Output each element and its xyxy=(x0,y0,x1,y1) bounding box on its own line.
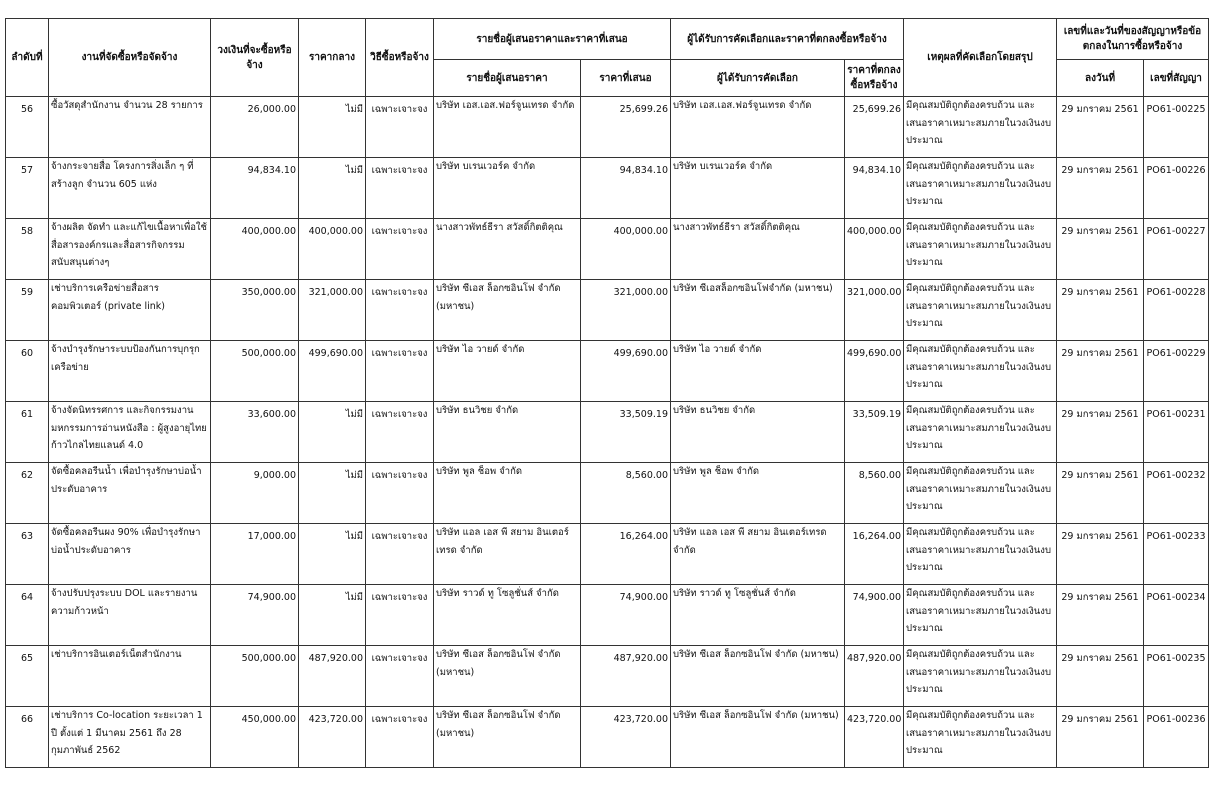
cell-bid-price: 25,699.26 xyxy=(581,97,671,158)
cell-contract-no: PO61-00235 xyxy=(1144,646,1209,707)
cell-method: เฉพาะเจาะจง xyxy=(366,707,434,768)
cell-median: ไม่มี xyxy=(299,585,366,646)
cell-bidder: บริษัท ธนวิชย จำกัด xyxy=(434,402,581,463)
cell-selected: บริษัท แอล เอส พี สยาม อินเตอร์เทรด จำกัด xyxy=(671,524,845,585)
cell-contract-no: PO61-00229 xyxy=(1144,341,1209,402)
header-contract-group: เลขที่และวันที่ของสัญญาหรือข้อตกลงในการซื้อหรือจ้าง xyxy=(1057,19,1209,60)
cell-median: ไม่มี xyxy=(299,402,366,463)
table-row xyxy=(6,341,1209,402)
cell-agreed-price: 321,000.00 xyxy=(845,280,904,341)
cell-budget: 350,000.00 xyxy=(211,280,299,341)
table-row xyxy=(6,707,1209,768)
cell-selected: บริษัท พูล ช็อพ จำกัด xyxy=(671,463,845,524)
cell-contract-no: PO61-00234 xyxy=(1144,585,1209,646)
cell-agreed-price: 94,834.10 xyxy=(845,158,904,219)
cell-bidder: นางสาวพัทธ์ธีรา สวัสดิ์กิตติคุณ xyxy=(434,219,581,280)
cell-bid-price: 400,000.00 xyxy=(581,219,671,280)
cell-reason: มีคุณสมบัติถูกต้องครบถ้วน และเสนอราคาเหมาะสมภายในวงเงินงบประมาณ xyxy=(904,646,1057,707)
cell-no: 59 xyxy=(6,280,49,341)
cell-agreed-price: 487,920.00 xyxy=(845,646,904,707)
table-row xyxy=(6,219,1209,280)
cell-date: 29 มกราคม 2561 xyxy=(1057,158,1144,219)
cell-agreed-price: 33,509.19 xyxy=(845,402,904,463)
cell-bidder: บริษัท ซีเอส ล็อกซอินโฟ จำกัด (มหาชน) xyxy=(434,707,581,768)
cell-reason: มีคุณสมบัติถูกต้องครบถ้วน และเสนอราคาเหมาะสมภายในวงเงินงบประมาณ xyxy=(904,463,1057,524)
cell-reason: มีคุณสมบัติถูกต้องครบถ้วน และเสนอราคาเหมาะสมภายในวงเงินงบประมาณ xyxy=(904,585,1057,646)
cell-date: 29 มกราคม 2561 xyxy=(1057,707,1144,768)
header-agreed-price: ราคาที่ตกลงซื้อหรือจ้าง xyxy=(845,60,904,97)
cell-contract-no: PO61-00227 xyxy=(1144,219,1209,280)
cell-work: จ้างปรับปรุงระบบ DOL และรายงานความก้าวหน้า xyxy=(49,585,211,646)
cell-bidder: บริษัท พูล ช็อพ จำกัด xyxy=(434,463,581,524)
cell-work: ซื้อวัสดุสำนักงาน จำนวน 28 รายการ xyxy=(49,97,211,158)
cell-contract-no: PO61-00231 xyxy=(1144,402,1209,463)
cell-median: 487,920.00 xyxy=(299,646,366,707)
procurement-table xyxy=(5,18,1209,768)
cell-method: เฉพาะเจาะจง xyxy=(366,524,434,585)
cell-median: ไม่มี xyxy=(299,524,366,585)
cell-method: เฉพาะเจาะจง xyxy=(366,463,434,524)
cell-bidder: บริษัท ซีเอส ล็อกซอินโฟ จำกัด (มหาชน) xyxy=(434,280,581,341)
cell-agreed-price: 400,000.00 xyxy=(845,219,904,280)
cell-median: ไม่มี xyxy=(299,97,366,158)
table-row xyxy=(6,646,1209,707)
cell-selected: บริษัท ซีเอส ล็อกซอินโฟ จำกัด (มหาชน) xyxy=(671,707,845,768)
cell-method: เฉพาะเจาะจง xyxy=(366,280,434,341)
cell-budget: 26,000.00 xyxy=(211,97,299,158)
cell-selected: บริษัท ราวด์ ทู โซลูชั่นส์ จำกัด xyxy=(671,585,845,646)
cell-method: เฉพาะเจาะจง xyxy=(366,402,434,463)
header-work: งานที่จัดซื้อหรือจัดจ้าง xyxy=(49,19,211,97)
cell-budget: 33,600.00 xyxy=(211,402,299,463)
cell-work: จ้างกระจายสื่อ โครงการสิ่งเล็ก ๆ ที่สร้างลูก จำนวน 605 แห่ง xyxy=(49,158,211,219)
cell-median: 321,000.00 xyxy=(299,280,366,341)
cell-bid-price: 16,264.00 xyxy=(581,524,671,585)
cell-selected: บริษัท ซีเอสล็อกซอินโฟจำกัด (มหาชน) xyxy=(671,280,845,341)
cell-bid-price: 499,690.00 xyxy=(581,341,671,402)
cell-bidder: บริษัท เอส.เอส.ฟอร์จูนเทรด จำกัด xyxy=(434,97,581,158)
cell-bid-price: 423,720.00 xyxy=(581,707,671,768)
cell-no: 57 xyxy=(6,158,49,219)
cell-median: 499,690.00 xyxy=(299,341,366,402)
cell-no: 65 xyxy=(6,646,49,707)
table-row xyxy=(6,97,1209,158)
cell-bidder: บริษัท ซีเอส ล็อกซอินโฟ จำกัด (มหาชน) xyxy=(434,646,581,707)
cell-bid-price: 33,509.19 xyxy=(581,402,671,463)
cell-agreed-price: 423,720.00 xyxy=(845,707,904,768)
table-body xyxy=(6,97,1209,768)
cell-work: จ้างผลิต จัดทำ และแก้ไขเนื้อหาเพื่อใช้สื่อสารองค์กรและสื่อสารกิจกรรมสนับสนุนต่างๆ xyxy=(49,219,211,280)
cell-agreed-price: 16,264.00 xyxy=(845,524,904,585)
header-selected-group: ผู้ได้รับการคัดเลือกและราคาที่ตกลงซื้อหรือจ้าง xyxy=(671,19,904,60)
cell-selected: บริษัท เอส.เอส.ฟอร์จูนเทรด จำกัด xyxy=(671,97,845,158)
header-no: ลำดับที่ xyxy=(6,19,49,97)
cell-date: 29 มกราคม 2561 xyxy=(1057,341,1144,402)
cell-method: เฉพาะเจาะจง xyxy=(366,341,434,402)
header-bidder-name: รายชื่อผู้เสนอราคา xyxy=(434,60,581,97)
cell-budget: 400,000.00 xyxy=(211,219,299,280)
cell-date: 29 มกราคม 2561 xyxy=(1057,524,1144,585)
procurement-report xyxy=(5,18,1209,768)
header-budget: วงเงินที่จะซื้อหรือจ้าง xyxy=(211,19,299,97)
cell-contract-no: PO61-00233 xyxy=(1144,524,1209,585)
cell-bid-price: 487,920.00 xyxy=(581,646,671,707)
cell-contract-no: PO61-00236 xyxy=(1144,707,1209,768)
cell-method: เฉพาะเจาะจง xyxy=(366,219,434,280)
cell-work: จ้างบำรุงรักษาระบบป้องกันการบุกรุกเครือข่าย xyxy=(49,341,211,402)
cell-contract-no: PO61-00232 xyxy=(1144,463,1209,524)
cell-work: เช่าบริการอินเตอร์เน็ตสำนักงาน xyxy=(49,646,211,707)
cell-contract-no: PO61-00225 xyxy=(1144,97,1209,158)
header-method: วิธีซื้อหรือจ้าง xyxy=(366,19,434,97)
cell-median: 400,000.00 xyxy=(299,219,366,280)
cell-agreed-price: 25,699.26 xyxy=(845,97,904,158)
table-row xyxy=(6,585,1209,646)
cell-no: 58 xyxy=(6,219,49,280)
table-header xyxy=(6,19,1209,97)
cell-bid-price: 8,560.00 xyxy=(581,463,671,524)
cell-agreed-price: 8,560.00 xyxy=(845,463,904,524)
cell-no: 60 xyxy=(6,341,49,402)
cell-no: 63 xyxy=(6,524,49,585)
cell-reason: มีคุณสมบัติถูกต้องครบถ้วน และเสนอราคาเหมาะสมภายในวงเงินงบประมาณ xyxy=(904,707,1057,768)
cell-reason: มีคุณสมบัติถูกต้องครบถ้วน และเสนอราคาเหมาะสมภายในวงเงินงบประมาณ xyxy=(904,341,1057,402)
cell-reason: มีคุณสมบัติถูกต้องครบถ้วน และเสนอราคาเหมาะสมภายในวงเงินงบประมาณ xyxy=(904,524,1057,585)
cell-date: 29 มกราคม 2561 xyxy=(1057,585,1144,646)
cell-bidder: บริษัท ราวด์ ทู โซลูชั่นส์ จำกัด xyxy=(434,585,581,646)
table-row xyxy=(6,158,1209,219)
cell-reason: มีคุณสมบัติถูกต้องครบถ้วน และเสนอราคาเหมาะสมภายในวงเงินงบประมาณ xyxy=(904,219,1057,280)
cell-selected: บริษัท ธนวิชย จำกัด xyxy=(671,402,845,463)
cell-no: 61 xyxy=(6,402,49,463)
cell-method: เฉพาะเจาะจง xyxy=(366,646,434,707)
cell-bidder: บริษัท แอล เอส พี สยาม อินเตอร์เทรด จำกัด xyxy=(434,524,581,585)
cell-method: เฉพาะเจาะจง xyxy=(366,97,434,158)
header-reason: เหตุผลที่คัดเลือกโดยสรุป xyxy=(904,19,1057,97)
cell-median: ไม่มี xyxy=(299,463,366,524)
table-row xyxy=(6,280,1209,341)
cell-method: เฉพาะเจาะจง xyxy=(366,585,434,646)
cell-no: 64 xyxy=(6,585,49,646)
cell-reason: มีคุณสมบัติถูกต้องครบถ้วน และเสนอราคาเหมาะสมภายในวงเงินงบประมาณ xyxy=(904,402,1057,463)
cell-budget: 94,834.10 xyxy=(211,158,299,219)
table-row xyxy=(6,463,1209,524)
cell-median: ไม่มี xyxy=(299,158,366,219)
table-row xyxy=(6,524,1209,585)
cell-budget: 450,000.00 xyxy=(211,707,299,768)
cell-agreed-price: 74,900.00 xyxy=(845,585,904,646)
cell-bidder: บริษัท บเรนเวอร์ค จำกัด xyxy=(434,158,581,219)
cell-work: เช่าบริการเครือข่ายสื่อสารคอมพิวเตอร์ (private link) xyxy=(49,280,211,341)
header-median: ราคากลาง xyxy=(299,19,366,97)
cell-date: 29 มกราคม 2561 xyxy=(1057,280,1144,341)
cell-selected: บริษัท ซีเอส ล็อกซอินโฟ จำกัด (มหาชน) xyxy=(671,646,845,707)
cell-reason: มีคุณสมบัติถูกต้องครบถ้วน และเสนอราคาเหมาะสมภายในวงเงินงบประมาณ xyxy=(904,158,1057,219)
cell-selected: บริษัท ไอ วายด์ จำกัด xyxy=(671,341,845,402)
cell-agreed-price: 499,690.00 xyxy=(845,341,904,402)
header-date: ลงวันที่ xyxy=(1057,60,1144,97)
cell-budget: 500,000.00 xyxy=(211,646,299,707)
cell-contract-no: PO61-00226 xyxy=(1144,158,1209,219)
cell-work: จัดซื้อคลอรีนน้ำ เพื่อบำรุงรักษาบ่อน้ำประดับอาคาร xyxy=(49,463,211,524)
cell-work: จ้างจัดนิทรรศการ และกิจกรรมงานมหกรรมการอ่านหนังสือ : ผู้สูงอายุไทยก้าวไกลไทยแลนด์ 4.0 xyxy=(49,402,211,463)
cell-reason: มีคุณสมบัติถูกต้องครบถ้วน และเสนอราคาเหมาะสมภายในวงเงินงบประมาณ xyxy=(904,97,1057,158)
cell-date: 29 มกราคม 2561 xyxy=(1057,463,1144,524)
cell-selected: นางสาวพัทธ์ธีรา สวัสดิ์กิตติคุณ xyxy=(671,219,845,280)
header-selected-name: ผู้ได้รับการคัดเลือก xyxy=(671,60,845,97)
cell-contract-no: PO61-00228 xyxy=(1144,280,1209,341)
cell-no: 56 xyxy=(6,97,49,158)
header-contract-no: เลขที่สัญญา xyxy=(1144,60,1209,97)
cell-work: เช่าบริการ Co-location ระยะเวลา 1 ปี ตั้งแต่ 1 มีนาคม 2561 ถึง 28 กุมภาพันธ์ 2562 xyxy=(49,707,211,768)
cell-no: 66 xyxy=(6,707,49,768)
cell-date: 29 มกราคม 2561 xyxy=(1057,646,1144,707)
header-bidders-group: รายชื่อผู้เสนอราคาและราคาที่เสนอ xyxy=(434,19,671,60)
cell-reason: มีคุณสมบัติถูกต้องครบถ้วน และเสนอราคาเหมาะสมภายในวงเงินงบประมาณ xyxy=(904,280,1057,341)
cell-selected: บริษัท บเรนเวอร์ค จำกัด xyxy=(671,158,845,219)
cell-no: 62 xyxy=(6,463,49,524)
cell-work: จัดซื้อคลอรีนผง 90% เพื่อบำรุงรักษาบ่อน้ำประดับอาคาร xyxy=(49,524,211,585)
cell-budget: 500,000.00 xyxy=(211,341,299,402)
table-row xyxy=(6,402,1209,463)
cell-date: 29 มกราคม 2561 xyxy=(1057,219,1144,280)
cell-bid-price: 321,000.00 xyxy=(581,280,671,341)
header-bid-price: ราคาที่เสนอ xyxy=(581,60,671,97)
cell-date: 29 มกราคม 2561 xyxy=(1057,97,1144,158)
cell-bidder: บริษัท ไอ วายด์ จำกัด xyxy=(434,341,581,402)
cell-bid-price: 94,834.10 xyxy=(581,158,671,219)
cell-median: 423,720.00 xyxy=(299,707,366,768)
cell-budget: 9,000.00 xyxy=(211,463,299,524)
cell-date: 29 มกราคม 2561 xyxy=(1057,402,1144,463)
cell-method: เฉพาะเจาะจง xyxy=(366,158,434,219)
cell-bid-price: 74,900.00 xyxy=(581,585,671,646)
cell-budget: 74,900.00 xyxy=(211,585,299,646)
cell-budget: 17,000.00 xyxy=(211,524,299,585)
